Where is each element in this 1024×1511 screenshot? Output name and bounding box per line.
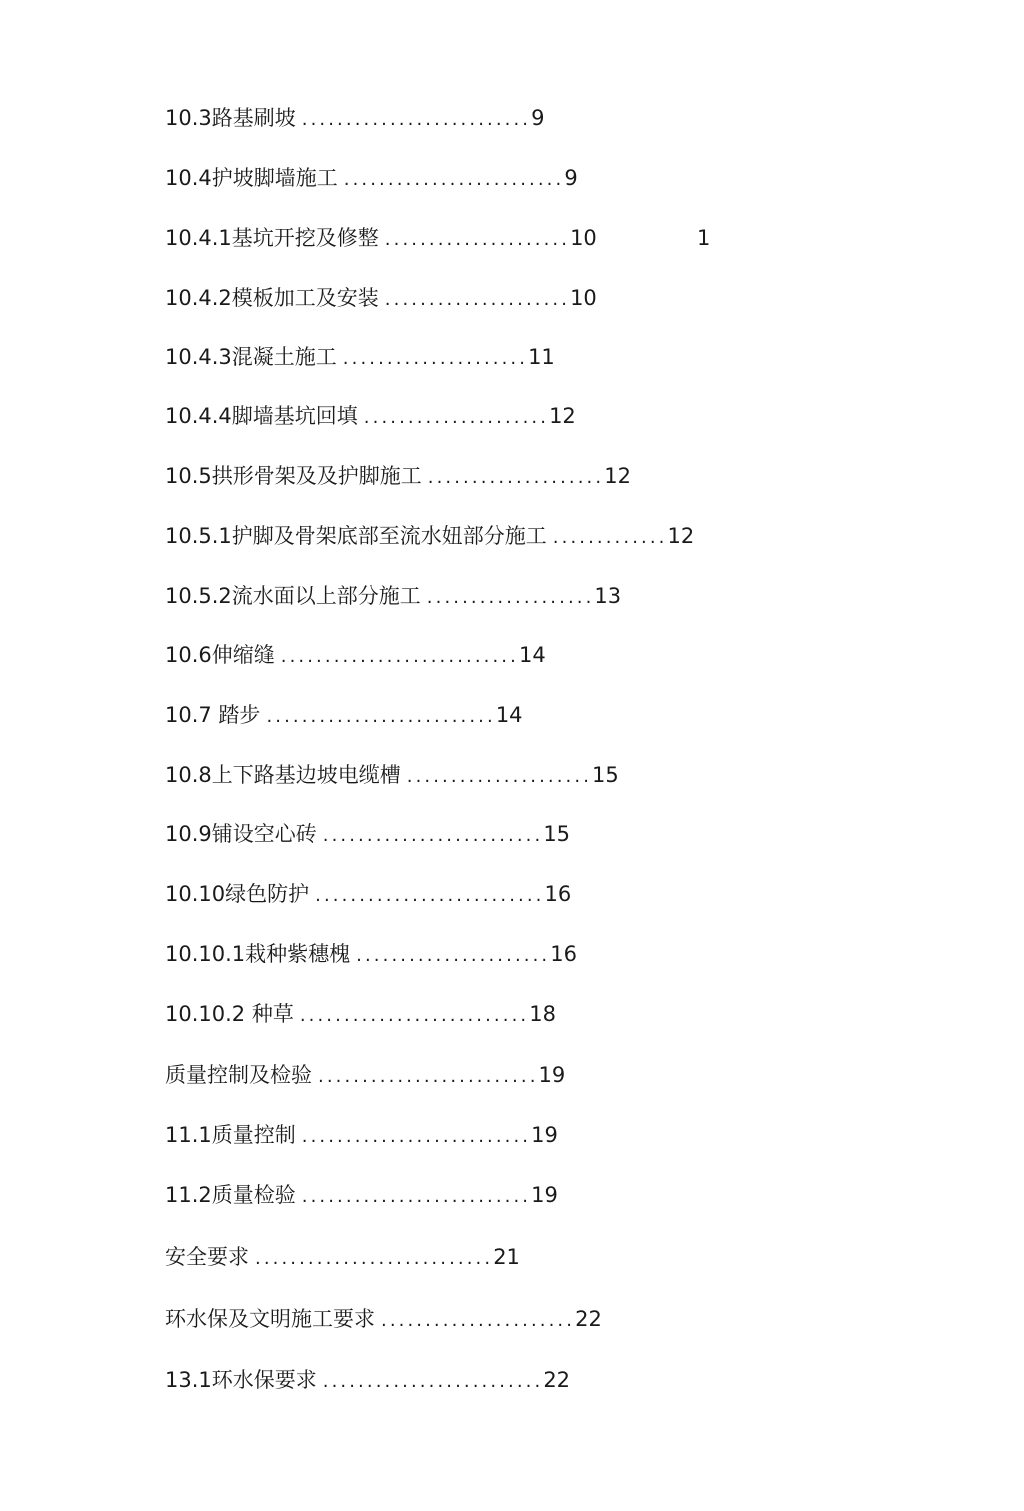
toc-entry-leader: .....................: [342, 348, 529, 369]
toc-entry-title: 11.1质量控制: [165, 1123, 296, 1147]
toc-entry-page: 12: [549, 404, 576, 428]
toc-entry: [165, 281, 597, 315]
toc-entry-page: 9: [531, 106, 545, 130]
toc-entry-leader: ......................: [356, 945, 551, 966]
toc-entry-title: 10.4.4脚墙基坑回填: [165, 404, 358, 428]
toc-entry-title: 10.5.2流水面以上部分施工: [165, 584, 421, 608]
toc-entry-title: 10.5.1护脚及骨架底部至流水妞部分施工: [165, 524, 547, 548]
toc-entry: [165, 997, 556, 1031]
toc-entry: [165, 758, 619, 792]
toc-entry-page: 18: [529, 1002, 556, 1026]
toc-entry-title: 10.6伸缩缝: [165, 643, 275, 667]
toc-entry-title: 10.10.2 种草: [165, 1002, 294, 1026]
toc-entry-leader: ...................: [426, 587, 595, 608]
toc-entry-leader: ..........................: [315, 885, 545, 906]
toc-entry-page: 9: [564, 166, 578, 190]
toc-entry-leader: .....................: [406, 766, 593, 787]
toc-entry-leader: ..........................: [301, 1126, 532, 1147]
toc-entry-title: 10.8上下路基边坡电缆槽: [165, 763, 401, 787]
toc-entry-page: 19: [538, 1063, 566, 1087]
toc-entry: [165, 340, 555, 374]
toc-entry-leader: ....................: [427, 467, 605, 488]
toc-entry-page: 16: [544, 882, 572, 906]
toc-entry-title: 10.4.3混凝土施工: [165, 345, 337, 369]
toc-entry: [165, 1240, 520, 1274]
toc-entry-leader: ..........................: [301, 109, 532, 130]
toc-entry: [165, 638, 546, 672]
toc-entry-leader: .........................: [322, 825, 544, 846]
toc-entry: [165, 1118, 558, 1152]
toc-entry: [165, 579, 621, 613]
toc-entry-title: 10.3路基刷坡: [165, 106, 296, 130]
toc-entry-page: 22: [543, 1368, 571, 1392]
toc-entry: [165, 459, 631, 493]
toc-entry-leader: ..........................: [299, 1005, 530, 1026]
toc-entry: [165, 221, 597, 255]
toc-entry: [165, 161, 578, 195]
toc-entry: [165, 399, 576, 433]
toc-entry-page: 12: [604, 464, 631, 488]
toc-entry: [165, 101, 545, 135]
toc-entry-page: 12: [667, 524, 695, 548]
toc-entry-title: 13.1环水保要求: [165, 1368, 317, 1392]
toc-entry: [165, 698, 523, 732]
toc-entry-page: 19: [531, 1123, 558, 1147]
toc-entry-title: 10.4.1基坑开挖及修整: [165, 226, 379, 250]
toc-entry-page: 14: [518, 643, 546, 667]
toc-entry-leader: ......................: [381, 1310, 576, 1331]
toc-entry-leader: .........................: [318, 1066, 539, 1087]
toc-entry-page: 15: [592, 763, 619, 787]
toc-entry-leader: .........................: [322, 1371, 544, 1392]
toc-entry-title: 质量控制及检验: [165, 1063, 312, 1087]
toc-entry-title: 10.9铺设空心砖: [165, 822, 317, 846]
toc-entry-leader: ...........................: [255, 1248, 494, 1269]
toc-entry: [165, 937, 577, 971]
toc-entry-leader: .....................: [363, 407, 550, 428]
toc-entry: [165, 519, 694, 553]
toc-entry: [165, 1058, 565, 1092]
toc-entry-page: 10: [570, 226, 597, 250]
toc-entry-page: 10: [570, 286, 597, 310]
toc-entry-page: 15: [543, 822, 571, 846]
toc-entry-title: 环水保及文明施工要求: [165, 1307, 375, 1331]
toc-entry-page: 14: [495, 703, 523, 727]
toc-entry-page: 19: [531, 1183, 558, 1207]
toc-entry-leader: ...........................: [280, 646, 519, 667]
toc-entry-page: 22: [575, 1307, 602, 1331]
toc-entry-leader: ..........................: [301, 1186, 532, 1207]
toc-entry-page: 21: [493, 1245, 520, 1269]
toc-entry-title: 10.5拱形骨架及及护脚施工: [165, 464, 422, 488]
toc-entry-page: 16: [550, 942, 577, 966]
page-number-marker: 1: [697, 226, 711, 250]
toc-entry-title: 安全要求: [165, 1245, 249, 1269]
toc-entry-leader: .............: [552, 527, 668, 548]
toc-entry-title: 10.7 踏步: [165, 703, 261, 727]
toc-entry: [165, 1302, 602, 1336]
toc-entry-title: 10.4.2模板加工及安装: [165, 286, 379, 310]
toc-entry: [165, 1363, 570, 1397]
toc-entry: [165, 1178, 558, 1212]
toc-entry-title: 11.2质量检验: [165, 1183, 296, 1207]
toc-entry-leader: ..........................: [266, 706, 496, 727]
toc-entry: [165, 817, 570, 851]
toc-entry-leader: .....................: [384, 229, 571, 250]
toc-entry-title: 10.10绿色防护: [165, 882, 310, 906]
toc-entry: [165, 877, 571, 911]
toc-entry-leader: .....................: [384, 289, 571, 310]
toc-entry-page: 11: [528, 345, 555, 369]
toc-entry-page: 13: [594, 584, 622, 608]
toc-entry-title: 10.4护坡脚墙施工: [165, 166, 338, 190]
toc-entry-title: 10.10.1栽种紫穗槐: [165, 942, 351, 966]
toc-entry-leader: .........................: [343, 169, 565, 190]
